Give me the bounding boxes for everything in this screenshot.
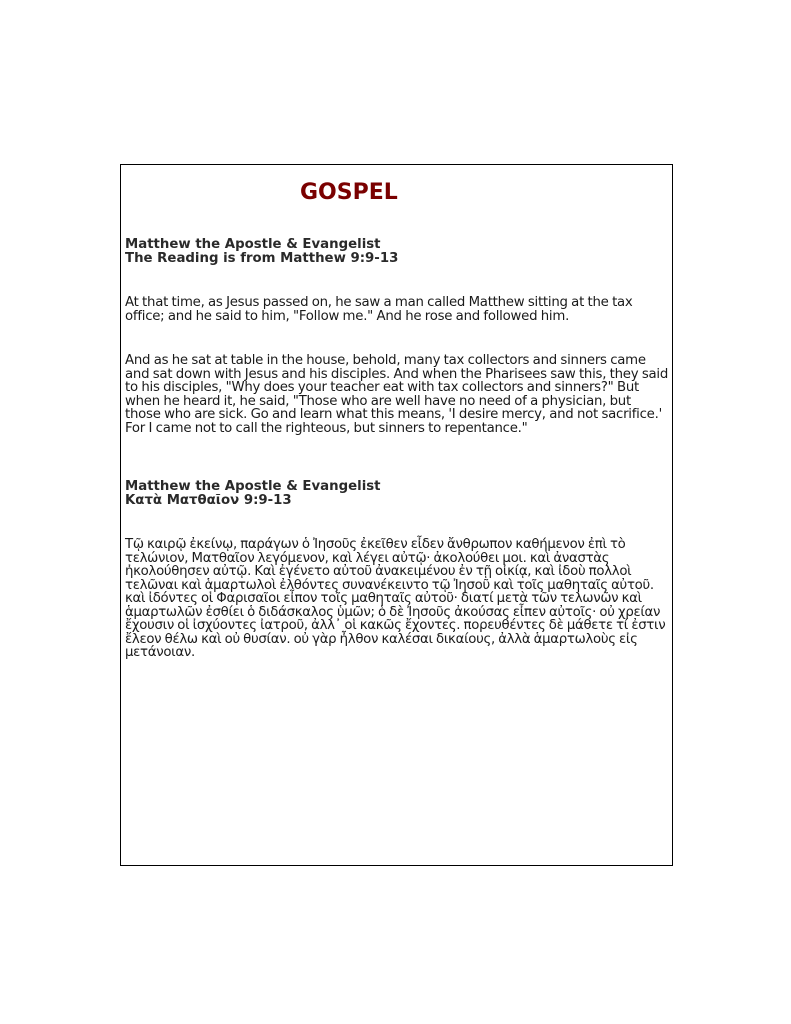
greek-heading — [125, 480, 670, 507]
greek-paragraph: Τῷ καιρῷ ἐκείνῳ, παράγων ὁ Ἰησοῦς ἐκεῖθεν εἶδεν ἄνθρωπον καθήμενον ἐπὶ τὸ τελώνιον, Ματθαῖον λεγόμενον, καὶ λέγει αὐτῷ· ἀκολούθει μοι. καὶ ἀναστὰς ἠκολούθησεν αὐτῷ. Καὶ ἐγένετο αὐτοῦ ἀνακειμένου ἐν τῇ οἰκίᾳ, καὶ ἰδοὺ πολλοὶ τελῶναι καὶ ἁμαρτωλοὶ ἐλθόντες συνανέκειντο τῷ Ἰησοῦ καὶ τοῖς μαθηταῖς αὐτοῦ. καὶ ἰδόντες οἱ Φαρισαῖοι εἶπον τοῖς μαθηταῖς αὐτοῦ· διατί μετὰ τῶν τελωνῶν καὶ ἁμαρτωλῶν ἐσθίει ὁ διδάσκαλος ὑμῶν; ὁ δὲ Ἰησοῦς ἀκούσας εἶπεν αὐτοῖς· οὐ χρείαν ἔχουσιν οἱ ἰσχύοντες ἰατροῦ, ἀλλ᾿ οἱ κακῶς ἔχοντες. πορευθέντες δὲ μάθετε τί ἐστιν ἔλεον θέλω καὶ οὐ θυσίαν. οὐ γὰρ ἦλθον καλέσαι δικαίους, ἀλλὰ ἁμαρτωλοὺς εἰς μετάνοιαν. — [125, 537, 666, 660]
english-paragraph-2: And as he sat at table in the house, behold, many tax collectors and sinners came and sat down with Jesus and his disciples. And when the Pharisees saw this, they said to his disciples, "Why does your teacher eat with tax collectors and sinners?" But when he heard it, he said, "Those who are well have no need of a physician, but those who are sick. Go and learn what this means, 'I desire mercy, and not sacrifice.' For I came not to call the righteous, but sinners to repentance." — [125, 353, 669, 436]
english-heading-reference: The Reading is from Matthew 9:9-13 — [125, 250, 399, 266]
english-heading-author: Matthew the Apostle & Evangelist — [125, 237, 381, 252]
english-paragraph-1: At that time, as Jesus passed on, he saw a man called Matthew sitting at the tax office; and he said to him, "Follow me." And he rose and followed him. — [125, 295, 633, 324]
greek-heading-reference: Κατὰ Ματθαῖον 9:9-13 — [125, 492, 292, 508]
gospel-title: GOSPEL — [300, 180, 398, 205]
english-heading — [125, 238, 670, 265]
greek-heading-author: Matthew the Apostle & Evangelist — [125, 479, 381, 494]
page-border — [120, 164, 673, 866]
